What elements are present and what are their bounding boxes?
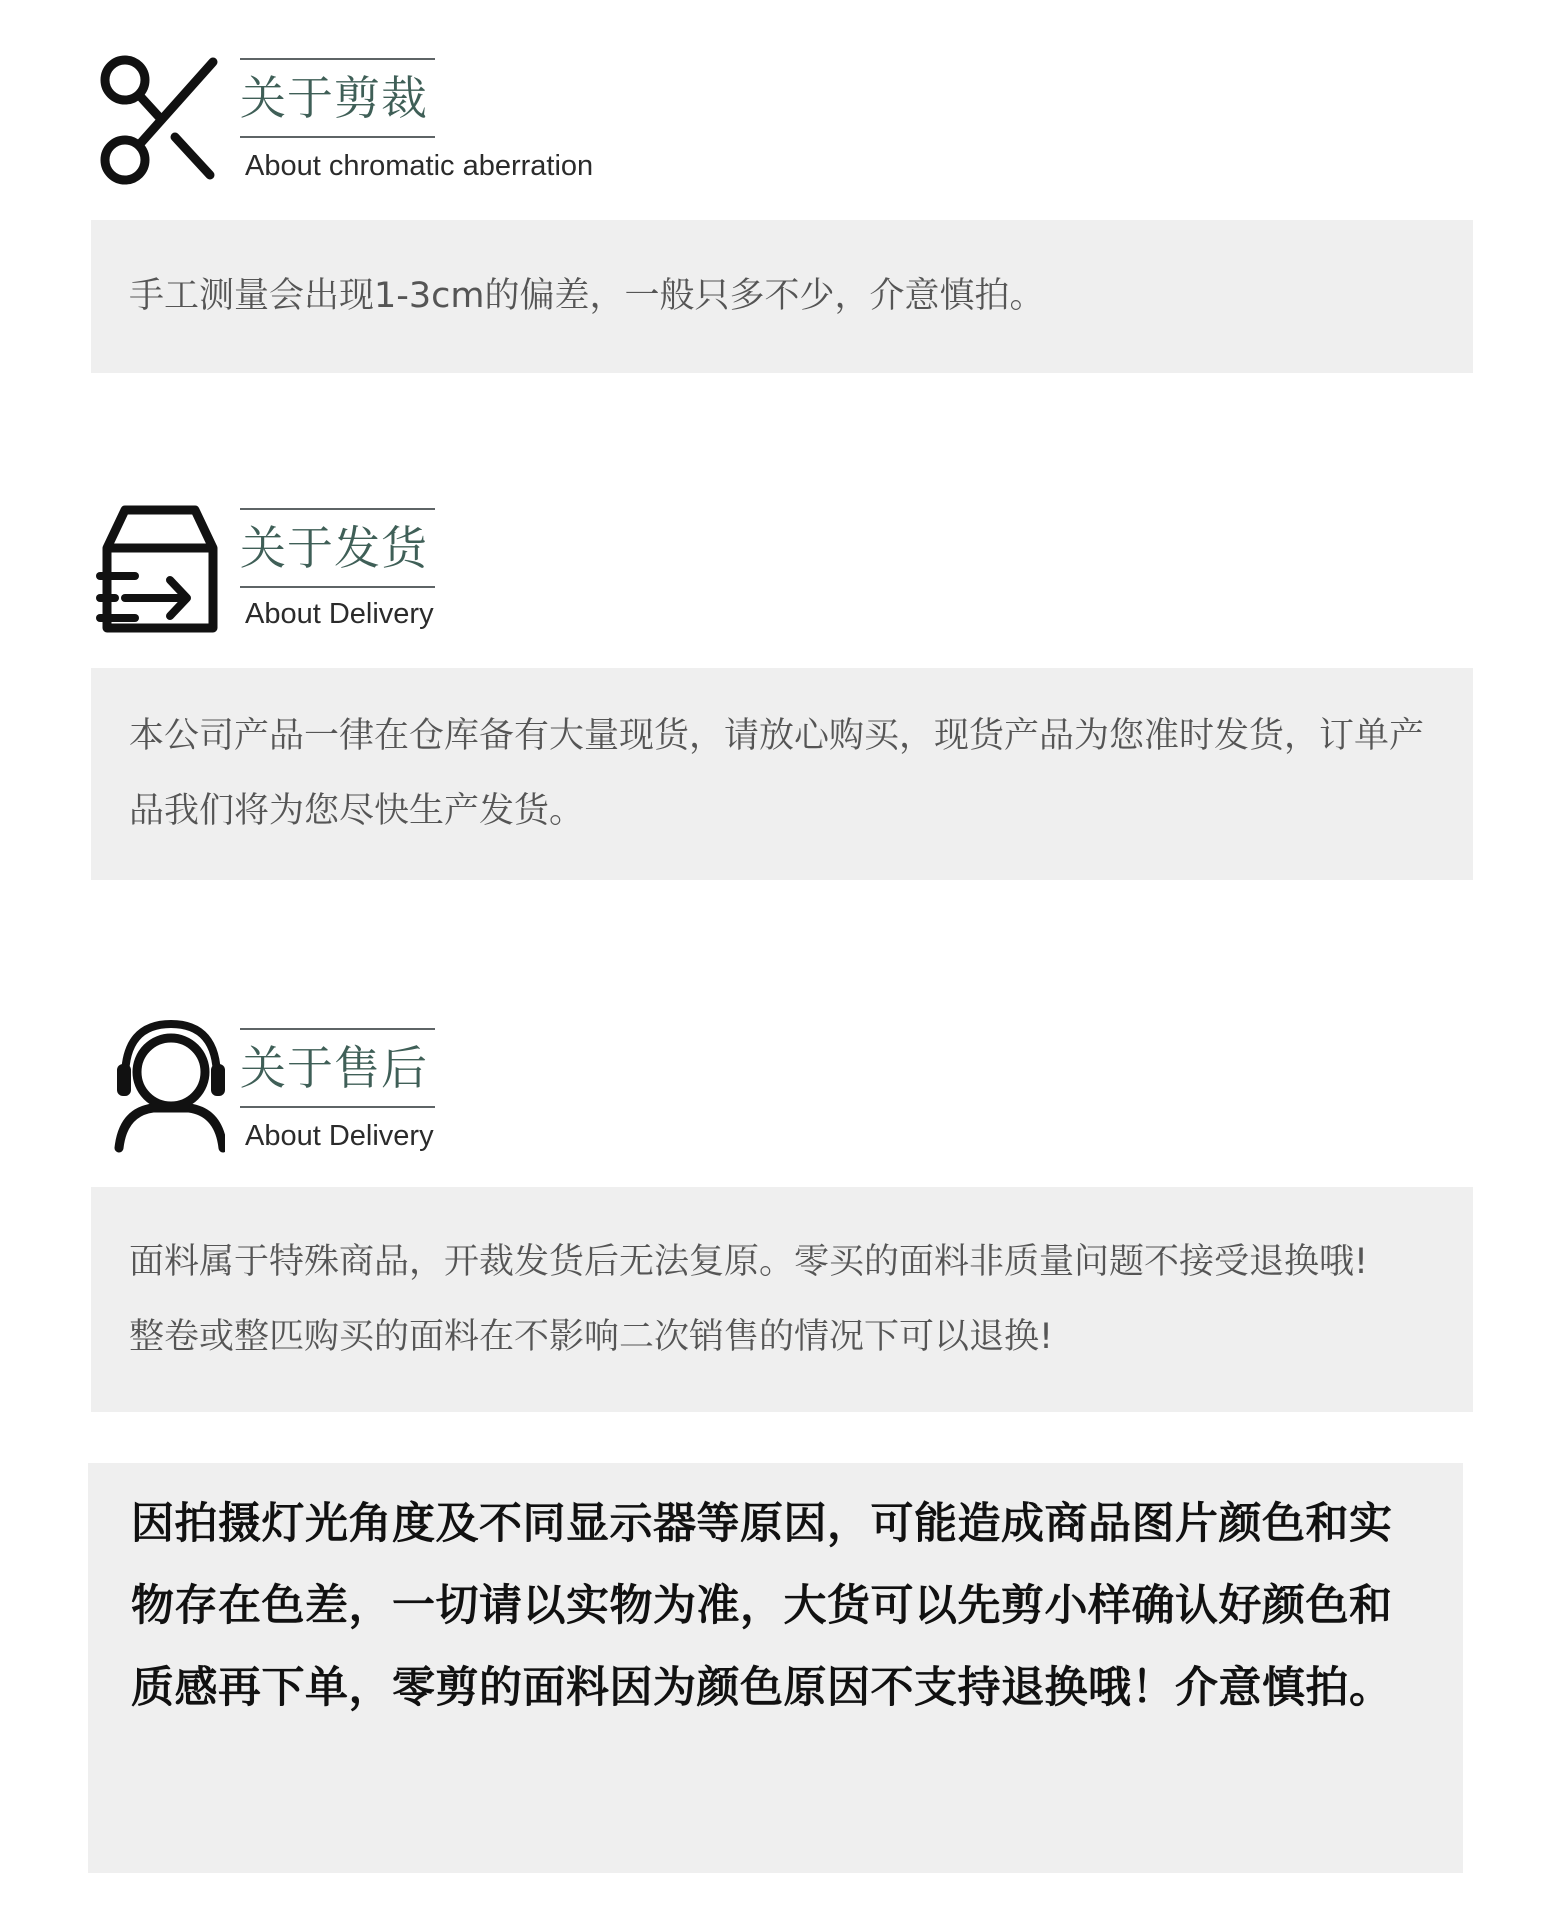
title-block (240, 508, 435, 588)
after-sales-note-line: 面料属于特殊商品，开裁发货后无法复原。零买的面料非质量问题不接受退换哦! (129, 1241, 1369, 1282)
cropping-note (91, 220, 1473, 373)
cropping-note-text: 手工测量会出现1-3cm的偏差，一般只多不少，介意慎拍。 (129, 276, 1045, 316)
after-sales-note (91, 1187, 1473, 1412)
title-block (240, 1028, 435, 1108)
section-title: 关于发货 (240, 521, 428, 575)
section-title: 关于售后 (240, 1041, 428, 1095)
section-title: 关于剪裁 (240, 71, 428, 125)
section-subtitle: About Delivery (245, 598, 434, 630)
section-cropping-header (95, 50, 655, 190)
section-subtitle: About Delivery (245, 1120, 434, 1152)
title-block (240, 58, 435, 138)
delivery-note-text: 本公司产品一律在仓库备有大量现货，请放心购买，现货产品为您准时发货，订单产品我们将为您尽快生产发货。 (129, 716, 1425, 831)
color-disclaimer-text: 因拍摄灯光角度及不同显示器等原因，可能造成商品图片颜色和实物存在色差，一切请以实物为准，大货可以先剪小样确认好颜色和质感再下单，零剪的面料因为颜色原因不支持退换哦！介意慎拍。 (131, 1499, 1393, 1713)
title-bottom-rule (240, 586, 435, 588)
section-after-sales-header (95, 1016, 655, 1156)
title-bottom-rule (240, 136, 435, 138)
color-disclaimer-box (88, 1463, 1463, 1873)
customer-service-headset-icon (95, 1016, 225, 1156)
section-delivery-header (95, 498, 655, 638)
delivery-box-icon (95, 498, 225, 638)
title-bottom-rule (240, 1106, 435, 1108)
section-subtitle: About chromatic aberration (245, 150, 594, 182)
scissors-icon (95, 50, 225, 190)
delivery-note (91, 668, 1473, 880)
after-sales-note-line: 整卷或整匹购买的面料在不影响二次销售的情况下可以退换! (129, 1316, 1054, 1357)
